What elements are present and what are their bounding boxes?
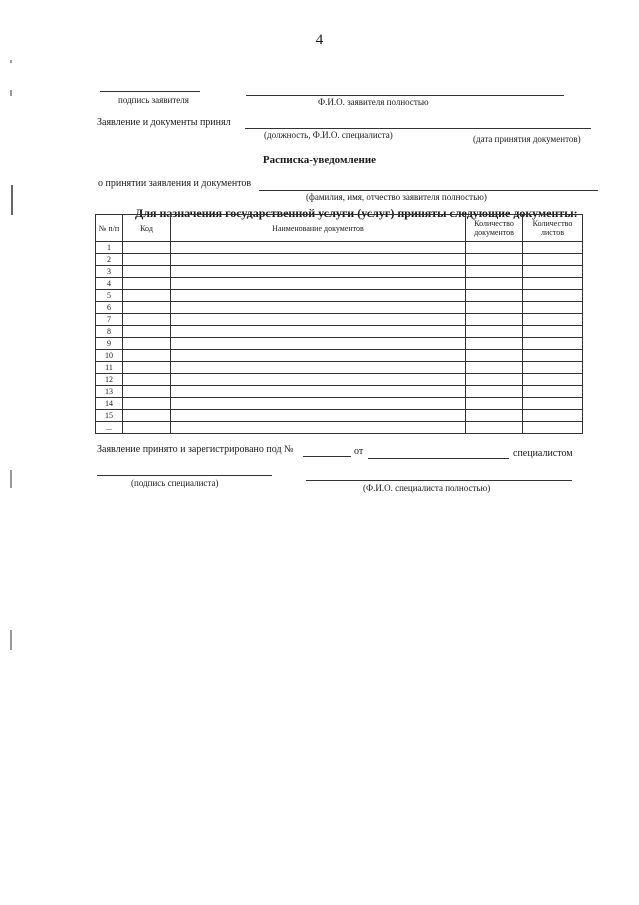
table-row: [96, 410, 583, 422]
scan-edge-mark: [11, 185, 13, 215]
count-sheets-cell: [523, 374, 583, 386]
code-cell: [123, 410, 171, 422]
code-cell: [123, 266, 171, 278]
row-number: 14: [96, 398, 123, 410]
count-docs-cell: [466, 350, 523, 362]
row-number: 11: [96, 362, 123, 374]
count-sheets-cell: [523, 302, 583, 314]
count-sheets-cell: [523, 386, 583, 398]
name-cell: [171, 410, 466, 422]
documents-table: [95, 214, 583, 434]
row-number: 12: [96, 374, 123, 386]
from-label: от: [354, 446, 364, 457]
row-number: 15: [96, 410, 123, 422]
code-cell: [123, 374, 171, 386]
count-docs-cell: [466, 290, 523, 302]
count-docs-cell: [466, 398, 523, 410]
count-docs-cell: [466, 314, 523, 326]
header-num: № п/п: [96, 215, 123, 242]
name-cell: [171, 254, 466, 266]
name-cell: [171, 266, 466, 278]
table-row: [96, 398, 583, 410]
table-row: [96, 242, 583, 254]
count-sheets-cell: [523, 242, 583, 254]
specialist-signature-caption: (подпись специалиста): [131, 478, 219, 488]
table-row: [96, 290, 583, 302]
count-sheets-cell: [523, 350, 583, 362]
name-cell: [171, 338, 466, 350]
row-number: 6: [96, 302, 123, 314]
code-cell: [123, 302, 171, 314]
table-row: [96, 362, 583, 374]
date-caption: (дата принятия документов): [473, 134, 581, 144]
header-name: Наименование документов: [171, 215, 466, 242]
receipt-title: Расписка-уведомление: [262, 154, 377, 166]
table-header-row: [96, 215, 583, 242]
specialist-name-caption: (Ф.И.О. специалиста полностью): [363, 483, 491, 493]
count-sheets-cell: [523, 254, 583, 266]
row-number: 7: [96, 314, 123, 326]
table-row: [96, 278, 583, 290]
count-docs-cell: [466, 374, 523, 386]
table-row: [96, 338, 583, 350]
table-row: [96, 326, 583, 338]
applicant-name-line: [246, 95, 564, 96]
header-code: Код: [123, 215, 171, 242]
scan-edge-mark: [10, 470, 12, 488]
name-cell: [171, 314, 466, 326]
row-number: 8: [96, 326, 123, 338]
accepted-line: [245, 128, 591, 129]
applicant-name-caption: Ф.И.О. заявителя полностью: [318, 97, 429, 107]
code-cell: [123, 362, 171, 374]
count-sheets-cell: [523, 398, 583, 410]
documents-heading: Для назначения государственной услуги (услуг) приняты следующие документы:: [135, 206, 578, 220]
scan-edge-mark: [10, 60, 12, 63]
count-docs-cell: [466, 242, 523, 254]
header-count-docs: Количество документов: [466, 215, 523, 242]
row-number: ...: [96, 422, 123, 434]
code-cell: [123, 422, 171, 434]
count-docs-cell: [466, 410, 523, 422]
row-number: 9: [96, 338, 123, 350]
specialist-label: специалистом: [513, 448, 573, 459]
scan-edge-mark: [10, 90, 12, 96]
count-sheets-cell: [523, 338, 583, 350]
row-number: 3: [96, 266, 123, 278]
row-number: 1: [96, 242, 123, 254]
code-cell: [123, 386, 171, 398]
count-docs-cell: [466, 386, 523, 398]
code-cell: [123, 278, 171, 290]
name-caption: (фамилия, имя, отчество заявителя полностью): [306, 192, 487, 202]
header-count-sheets: Количество листов: [523, 215, 583, 242]
code-cell: [123, 290, 171, 302]
code-cell: [123, 398, 171, 410]
about-label: о принятии заявления и документов: [98, 178, 252, 189]
code-cell: [123, 350, 171, 362]
registration-date-line: [368, 458, 509, 459]
table-row: [96, 266, 583, 278]
row-number: 13: [96, 386, 123, 398]
table-row: [96, 314, 583, 326]
scan-edge-mark: [10, 630, 12, 650]
name-cell: [171, 242, 466, 254]
code-cell: [123, 254, 171, 266]
name-cell: [171, 350, 466, 362]
row-number: 2: [96, 254, 123, 266]
count-sheets-cell: [523, 290, 583, 302]
count-docs-cell: [466, 362, 523, 374]
registration-label: Заявление принято и зарегистрировано под №: [97, 444, 294, 455]
table-row: [96, 422, 583, 434]
registration-number-line: [303, 456, 351, 457]
page-number: 4: [315, 32, 324, 48]
name-cell: [171, 302, 466, 314]
count-sheets-cell: [523, 362, 583, 374]
table-row: [96, 302, 583, 314]
count-docs-cell: [466, 422, 523, 434]
accepted-label: Заявление и документы принял: [97, 117, 231, 128]
name-cell: [171, 326, 466, 338]
code-cell: [123, 326, 171, 338]
count-docs-cell: [466, 278, 523, 290]
count-docs-cell: [466, 254, 523, 266]
code-cell: [123, 242, 171, 254]
position-caption: (должность, Ф.И.О. специалиста): [264, 130, 393, 140]
count-sheets-cell: [523, 314, 583, 326]
count-docs-cell: [466, 338, 523, 350]
count-docs-cell: [466, 326, 523, 338]
specialist-signature-line: [97, 475, 272, 476]
name-cell: [171, 422, 466, 434]
count-sheets-cell: [523, 422, 583, 434]
name-cell: [171, 290, 466, 302]
name-cell: [171, 362, 466, 374]
table-row: [96, 386, 583, 398]
specialist-name-line: [306, 480, 572, 481]
row-number: 5: [96, 290, 123, 302]
about-line: [259, 190, 598, 191]
code-cell: [123, 338, 171, 350]
count-sheets-cell: [523, 266, 583, 278]
applicant-signature-line: [100, 91, 200, 92]
count-sheets-cell: [523, 326, 583, 338]
name-cell: [171, 398, 466, 410]
table-row: [96, 374, 583, 386]
row-number: 10: [96, 350, 123, 362]
applicant-signature-caption: подпись заявителя: [118, 95, 189, 105]
name-cell: [171, 386, 466, 398]
row-number: 4: [96, 278, 123, 290]
count-docs-cell: [466, 302, 523, 314]
table-row: [96, 350, 583, 362]
count-sheets-cell: [523, 278, 583, 290]
code-cell: [123, 314, 171, 326]
table-row: [96, 254, 583, 266]
count-sheets-cell: [523, 410, 583, 422]
name-cell: [171, 374, 466, 386]
name-cell: [171, 278, 466, 290]
count-docs-cell: [466, 266, 523, 278]
